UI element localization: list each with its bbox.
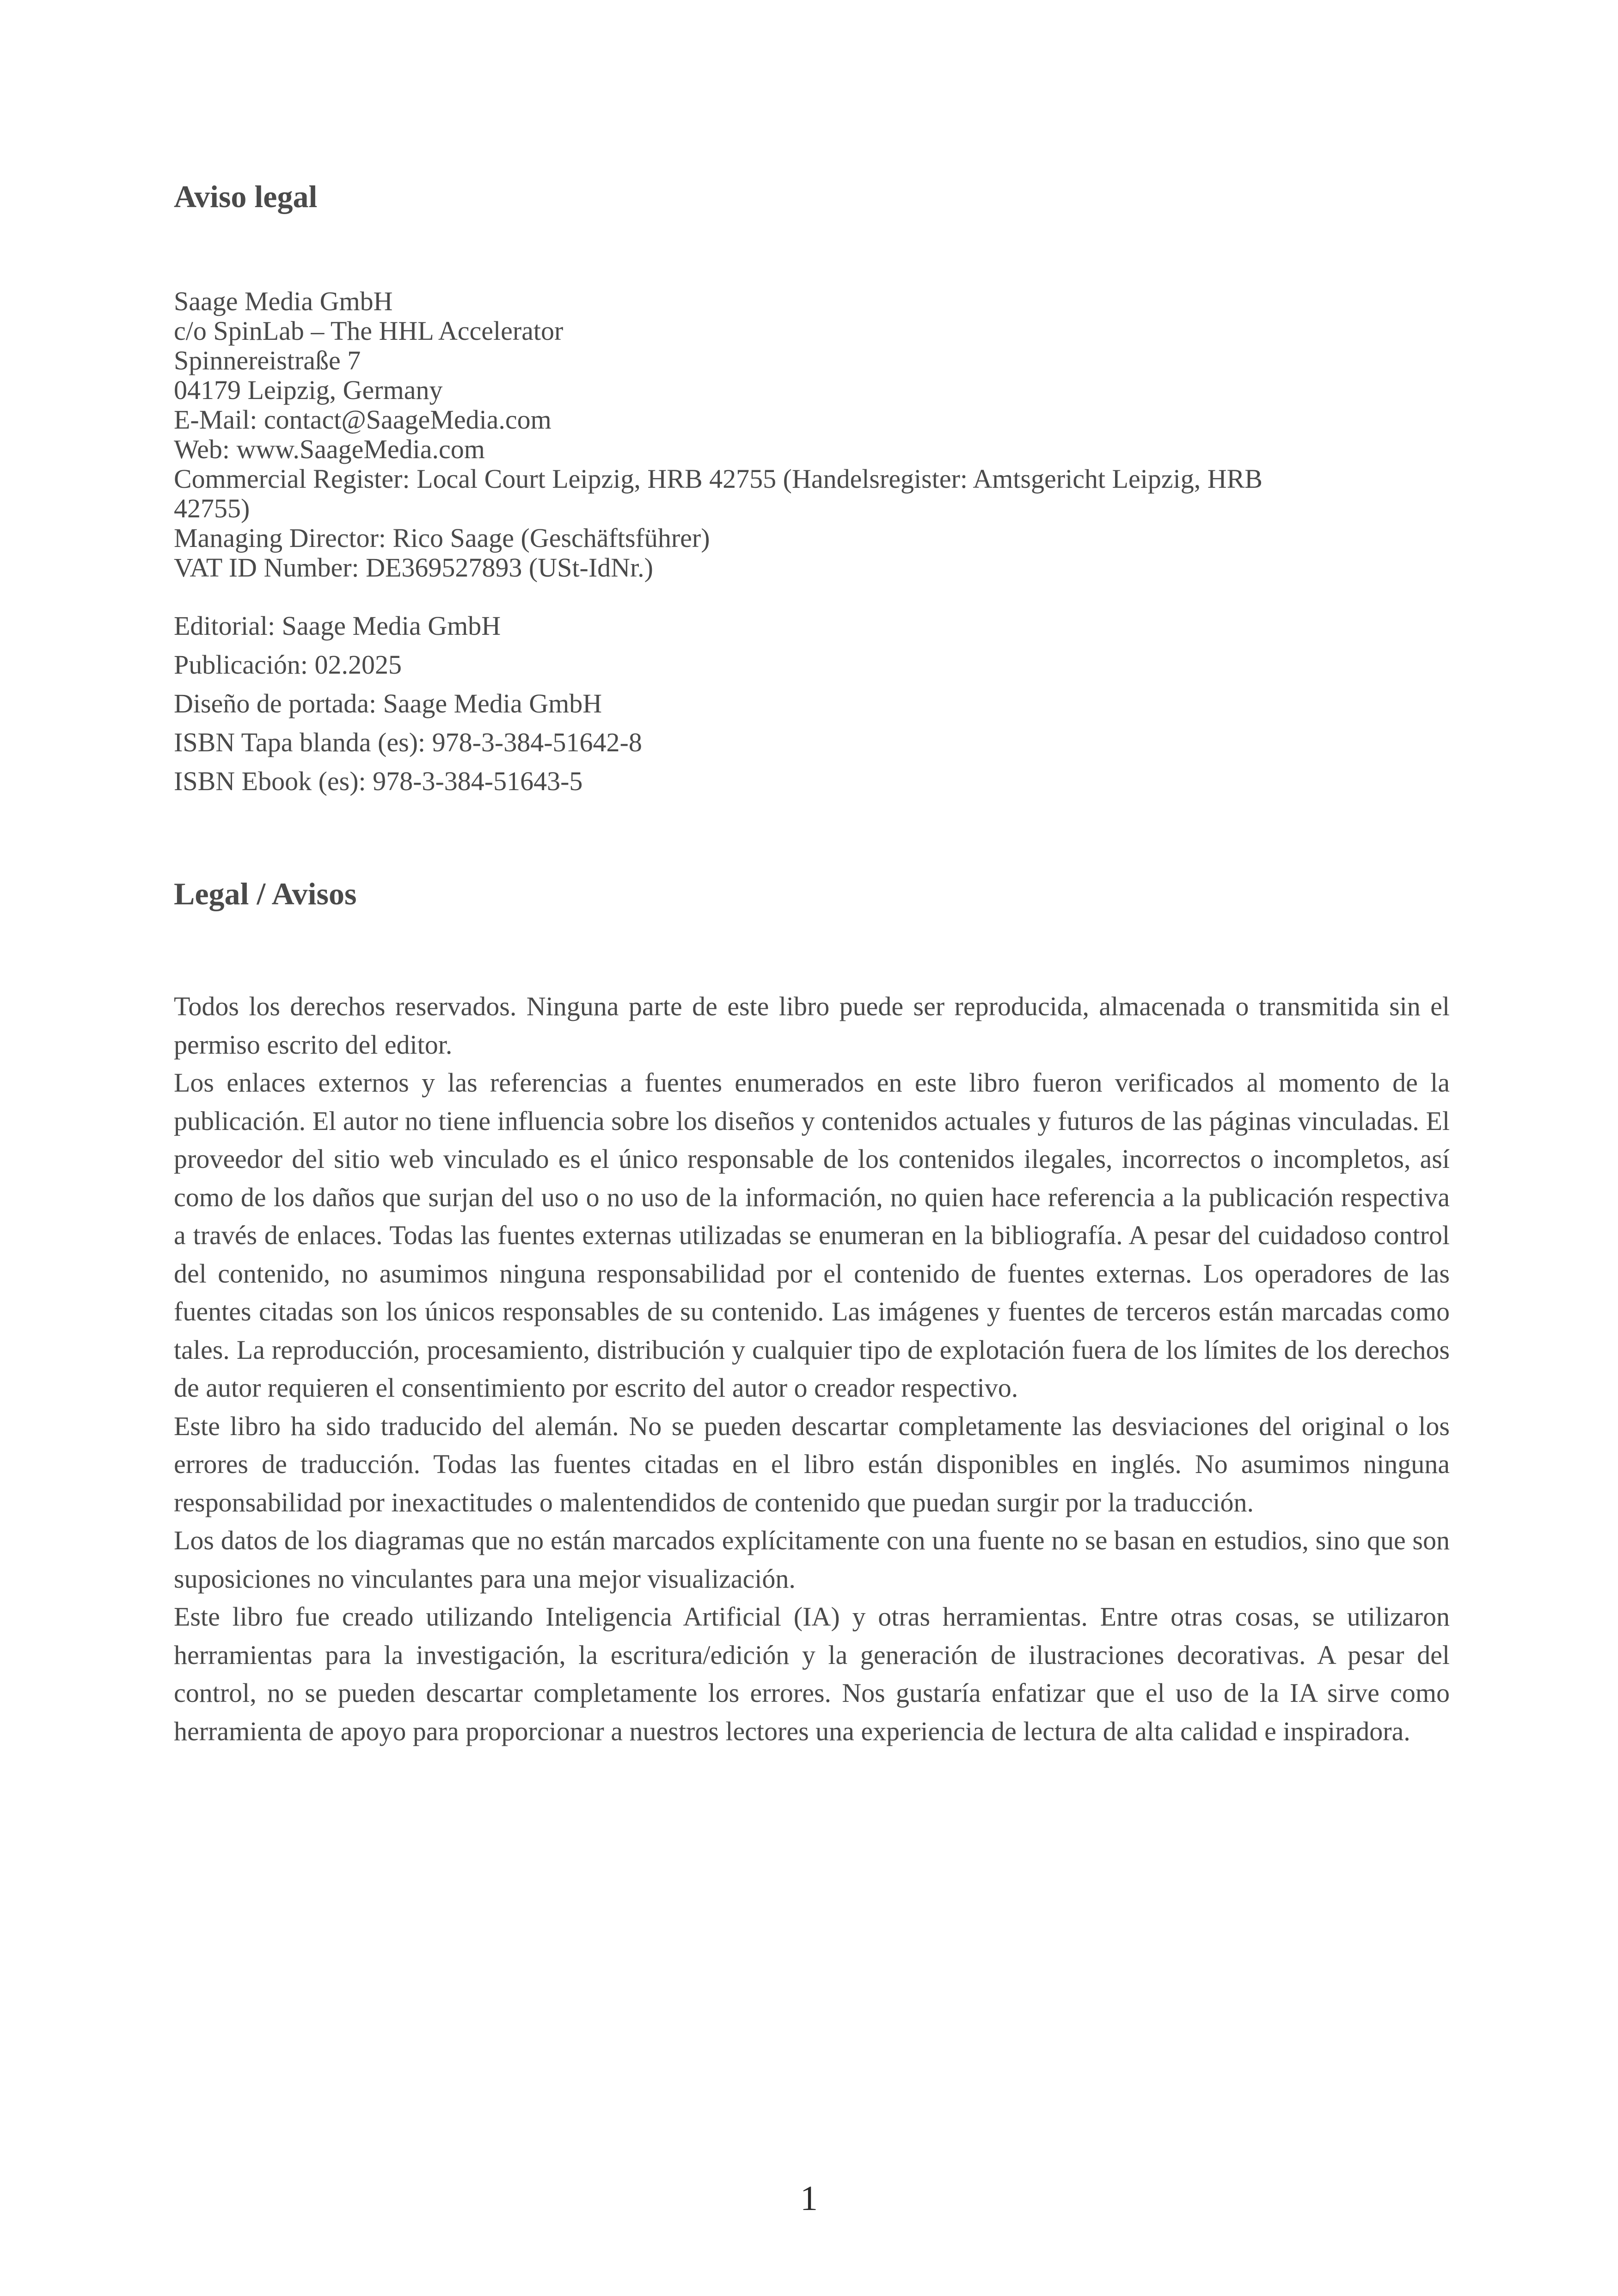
legal-paragraph: Este libro fue creado utilizando Inteligencia Artificial (IA) y otras herramientas. Entre otras cosas, se utilizaron herramientas para la investigación, la escritura/edición y la generación de ilustraciones decorativas. A pesar del control, no se pueden descartar completamente los errores. Nos gustaría enfatizar que el uso de la IA sirve como herramienta de apoyo para proporcionar a nuestros lectores una experiencia de lectura de alta calidad e inspiradora.: [174, 1602, 1450, 1746]
impressum-line: Saage Media GmbH: [174, 286, 393, 316]
impressum-line: VAT ID Number: DE369527893 (USt-IdNr.): [174, 553, 653, 583]
publication-info-line: Editorial: Saage Media GmbH: [174, 611, 501, 641]
isbn-paperback: ISBN Tapa blanda (es): 978-3-384-51642-8: [174, 727, 642, 757]
legal-paragraph: Los enlaces externos y las referencias a fuentes enumerados en este libro fueron verificados al momento de la publicación. El autor no tiene influencia sobre los diseños y contenidos actuales y futuros de las páginas vinculadas. El proveedor del sitio web vinculado es el único responsable de los contenidos ilegales, incorrectos o incompletos, así como de los daños que surjan del uso o no uso de la información, no quien hace referencia a la publicación respectiva a través de enlaces. Todas las fuentes externas utilizadas se enumeran en la bibliografía. A pesar del cuidadoso control del contenido, no asumimos ninguna responsabilidad por el contenido de fuentes externas. Los operadores de las fuentes citadas son los únicos responsables de su contenido. Las imágenes y fuentes de terceros están marcadas como tales. La reproducción, procesamiento, distribución y cualquier tipo de explotación fuera de los límites de los derechos de autor requieren el consentimiento por escrito del autor o creador respectivo.: [174, 1068, 1450, 1403]
aviso-legal-heading: Aviso legal: [174, 179, 318, 214]
impressum-line: c/o SpinLab – The HHL Accelerator: [174, 316, 564, 346]
publication-info-line: Publicación: 02.2025: [174, 650, 402, 680]
page-number: 1: [800, 2179, 818, 2218]
publication-info: [174, 607, 1450, 801]
impressum-line: Managing Director: Rico Saage (Geschäftsführer): [174, 523, 710, 553]
page-content: [174, 176, 1450, 1750]
impressum-web: Web: www.SaageMedia.com: [174, 434, 485, 464]
publication-info-line: Diseño de portada: Saage Media GmbH: [174, 688, 602, 718]
impressum-line: Commercial Register: Local Court Leipzig, HRB 42755 (Handelsregister: Amtsgericht Leipzig, HRB: [174, 464, 1263, 494]
publisher-impressum: [174, 287, 1450, 583]
legal-notices-body: [174, 988, 1450, 1750]
legal-paragraph: Este libro ha sido traducido del alemán. No se pueden descartar completamente las desviaciones del original o los errores de traducción. Todas las fuentes citadas en el libro están disponibles en inglés. No asumimos ninguna responsabilidad por inexactitudes o malentendidos de contenido que puedan surgir por la traducción.: [174, 1411, 1450, 1517]
legal-paragraph: Todos los derechos reservados. Ninguna parte de este libro puede ser reproducida, almacenada o transmitida sin el permiso escrito del editor.: [174, 991, 1450, 1060]
legal-avisos-heading: Legal / Avisos: [174, 876, 357, 911]
impressum-line: 42755): [174, 493, 250, 523]
isbn-ebook: ISBN Ebook (es): 978-3-384-51643-5: [174, 766, 583, 796]
impressum-line: Spinnereistraße 7: [174, 345, 361, 375]
impressum-line: 04179 Leipzig, Germany: [174, 375, 443, 405]
impressum-email: E-Mail: contact@SaageMedia.com: [174, 405, 552, 435]
legal-paragraph: Los datos de los diagramas que no están marcados explícitamente con una fuente no se basan en estudios, sino que son suposiciones no vinculantes para una mejor visualización.: [174, 1525, 1450, 1594]
